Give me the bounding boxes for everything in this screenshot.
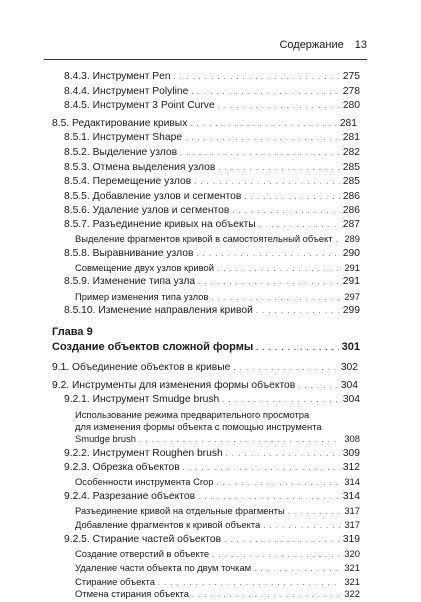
toc-entry-label: 8.4.4. Инструмент Polyline [64,86,189,97]
toc-entry-label: 9.1. Объединение объектов в кривые [52,362,231,373]
toc-entry[interactable] [75,588,360,600]
toc-entry-label: 9.2.1. Инструмент Smudge brush [64,394,220,405]
dot-leader [336,235,342,247]
toc-entry[interactable] [64,491,360,503]
toc-entry-label: Smudge brush [75,433,136,444]
toc-entry-page: 322 [344,588,360,599]
toc-entry[interactable] [75,233,360,245]
toc-entry-page: 291 [342,276,360,287]
toc-entry-label: Создание объектов сложной формы [52,341,254,353]
toc-entry-page: 281 [339,118,357,129]
toc-entry-label: 9.2.3. Обрезка объектов [64,462,180,473]
toc-entry-page: 308 [344,433,360,444]
toc-entry-page: 301 [341,341,360,353]
dot-leader [226,449,340,461]
toc-entry-label: 8.5.9. Изменение типа узла [64,276,196,287]
toc-entry[interactable] [64,448,360,460]
toc-entry-label: 9.2.5. Стирание частей объектов [64,534,222,545]
toc-entry-page: 297 [344,291,360,302]
dot-leader [288,507,342,519]
dot-leader [196,249,339,261]
dot-leader [180,148,340,160]
toc-entry-label: Удаление части объекта по двум точкам [75,562,252,573]
toc-entry[interactable] [64,100,360,112]
toc-entry-label: 8.5. Редактирование кривых [52,118,188,129]
toc-entry-label: Пример изменения типа узлов [75,291,209,302]
toc-entry-page: 314 [344,476,360,487]
toc-entry[interactable] [75,519,360,531]
toc-entry-label: 8.5.10. Изменение направления кривой [64,305,253,316]
header-page-number: 13 [354,39,367,51]
dot-leader [254,564,341,576]
toc-entry-page: 319 [342,534,360,545]
dot-leader [222,395,340,407]
toc-entry[interactable] [64,132,360,144]
toc-entry-page: 287 [342,219,360,230]
toc-entry-page: 281 [342,132,360,143]
toc-entry[interactable] [52,380,358,392]
toc-entry-page: 302 [340,362,358,373]
toc-entry[interactable] [64,534,360,546]
toc-entry-label: 8.5.2. Выделение узлов [64,147,178,158]
toc-entry[interactable] [75,562,360,574]
header-title: Содержание [279,39,344,51]
toc-entry-page: 314 [342,491,360,502]
toc-entry[interactable] [64,86,360,98]
toc-entry-page: 291 [344,262,360,273]
toc-entry[interactable] [75,433,360,445]
toc-entry[interactable] [52,118,357,130]
toc-entry-page: 312 [342,462,360,473]
toc-entry-page: 304 [342,394,360,405]
toc-entry-label: Отмена стирания объекта [75,588,189,599]
toc-entry[interactable] [64,176,360,188]
dot-leader [212,550,341,562]
toc-entry-label: Создание отверстий в объекте [75,548,210,559]
toc-entry-page: 304 [340,380,358,391]
toc-entry-page: 285 [342,176,360,187]
toc-entry-label: Добавление фрагментов к кривой объекта [75,519,261,530]
dot-leader [174,72,340,84]
dot-leader [244,192,340,204]
toc-entry-page: 317 [344,519,360,530]
toc-entry-label: 8.4.5. Инструмент 3 Point Curve [64,100,215,111]
toc-entry[interactable] [75,548,360,560]
toc-entry-label-line: Использование режима предварительного просмотра [75,409,310,420]
dot-leader [216,478,341,490]
dot-leader [183,463,340,475]
toc-entry[interactable] [64,219,360,231]
toc-entry-label: 9.2.2. Инструмент Roughen brush [64,448,223,459]
toc-entry[interactable] [64,305,360,317]
toc-entry-page: 321 [344,576,360,587]
dot-leader [233,363,337,375]
dot-leader [224,535,340,547]
toc-entry-label: Особенности инструмента Crop [75,476,214,487]
toc-entry-label: 8.5.4. Перемещение узлов [64,176,192,187]
dot-leader [211,293,341,305]
toc-entry[interactable] [64,205,360,217]
toc-entry[interactable] [75,505,360,517]
toc-entry-page: 317 [344,505,360,516]
toc-entry[interactable] [64,191,360,203]
toc-entry[interactable] [75,262,360,274]
dot-leader [194,177,340,189]
toc-entry-page: 286 [342,191,360,202]
toc-entry-page: 289 [344,233,360,244]
dot-leader [198,492,340,504]
toc-entry[interactable] [75,291,360,303]
toc-entry-page: 275 [342,71,360,82]
dot-leader [298,381,338,393]
dot-leader [263,521,341,533]
toc-entry-page: 320 [344,548,360,559]
toc-entry[interactable] [75,576,360,588]
toc-entry-page: 309 [342,448,360,459]
toc-entry-label: 8.5.8. Выравнивание узлов [64,248,194,259]
toc-entry[interactable] [64,71,360,83]
toc-entry-label: 9.2. Инструменты для изменения формы объектов [52,380,296,391]
dot-leader [192,590,341,602]
chapter-label: Глава 9 [52,326,93,338]
dot-leader [139,435,341,447]
dot-leader [218,163,339,175]
toc-entry-label: 8.5.6. Удаление узлов и сегментов [64,205,230,216]
toc-entry-label: Стирание объекта [75,576,155,587]
toc-entry-label: 9.2.4. Разрезание объектов [64,491,196,502]
toc-entry-label-line: для изменения формы объекта с помощью инструмента [75,420,322,432]
toc-entry[interactable] [64,248,360,260]
toc-entry[interactable] [64,276,360,288]
dot-leader [185,133,340,145]
toc-entry-label: 8.5.3. Отмена выделения узлов [64,162,216,173]
toc-entry-label: 8.5.7. Разъединение кривых на объекты [64,219,256,230]
toc-entry-label: Выделение фрагментов кривой в самостоятельный объект [75,233,333,244]
toc-entry[interactable] [75,476,360,488]
toc-entry-multiline[interactable] [75,409,360,432]
toc-entry-label: 8.4.3. Инструмент Pen [64,71,171,82]
dot-leader [217,264,341,276]
toc-entry-page: 321 [344,562,360,573]
dot-leader [256,306,340,318]
toc-entry-label: 8.5.1. Инструмент Shape [64,132,183,143]
toc-entry-label: Совмещение двух узлов кривой [75,262,214,273]
dot-leader [259,220,340,232]
toc-entry-page: 290 [342,248,360,259]
dot-leader [232,206,339,218]
dot-leader [198,277,340,289]
toc-entry-page: 280 [342,100,360,111]
dot-leader [256,343,338,355]
toc-entry-label: 8.5.5. Добавление узлов и сегментов [64,191,242,202]
toc-entry[interactable] [64,394,360,406]
dot-leader [190,119,336,131]
toc-entry-page: 285 [342,162,360,173]
toc-entry-page: 278 [342,86,360,97]
toc-entry[interactable] [64,462,360,474]
dot-leader [191,87,339,99]
toc-entry-page: 286 [342,205,360,216]
dot-leader [218,101,340,113]
toc-entry[interactable] [64,147,360,159]
toc-entry[interactable] [64,162,360,174]
toc-entry-page: 299 [342,305,360,316]
toc-entry-label: Разъединение кривой на отдельные фрагменты [75,505,285,516]
toc-chapter-entry[interactable] [52,341,360,354]
toc-entry[interactable] [52,362,358,374]
toc-entry-page: 282 [342,147,360,158]
